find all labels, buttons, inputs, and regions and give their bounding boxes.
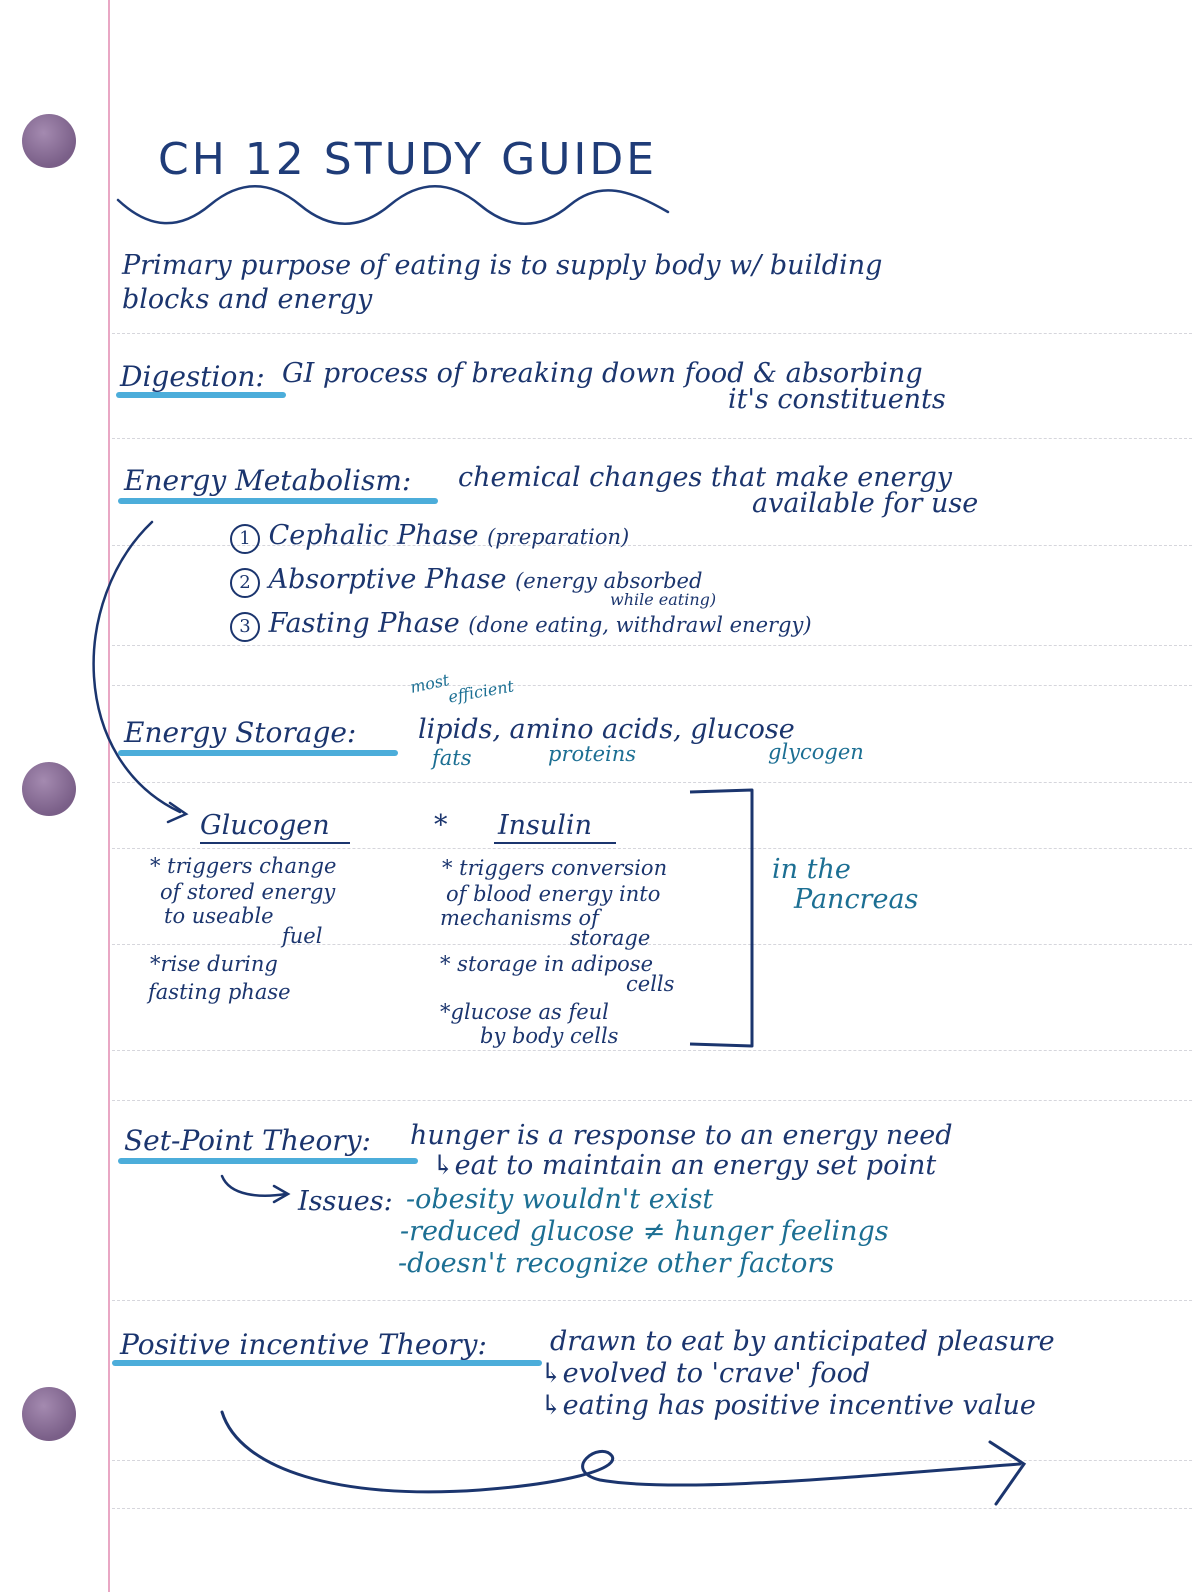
ruled-line bbox=[112, 438, 1192, 439]
highlight-underline bbox=[118, 1158, 418, 1164]
binder-hole bbox=[22, 762, 76, 816]
ruled-line bbox=[112, 1100, 1192, 1101]
ruled-line bbox=[112, 1050, 1192, 1051]
phase-number-circle: 2 bbox=[230, 568, 260, 598]
storage-sub-fats: fats bbox=[432, 746, 472, 770]
ruled-line bbox=[112, 645, 1192, 646]
ruled-line bbox=[112, 848, 1192, 849]
insulin-bullet-2: * storage in adipose bbox=[440, 952, 654, 976]
ruled-line bbox=[112, 782, 1192, 783]
setpoint-issue-1: -obesity wouldn't exist bbox=[406, 1184, 714, 1215]
storage-annotation-efficient: efficient bbox=[446, 676, 516, 707]
page-title: CH 12 STUDY GUIDE bbox=[158, 134, 658, 185]
pancreas-bracket bbox=[690, 790, 752, 1046]
insulin-bullet-1: * triggers conversion bbox=[442, 856, 668, 880]
insulin-bullet-1-cont: of blood energy into bbox=[446, 882, 661, 906]
setpoint-definition-2: ↳eat to maintain an energy set point bbox=[432, 1150, 937, 1181]
glucagon-bullet-1-cont: fuel bbox=[282, 924, 323, 948]
insulin-star: * bbox=[434, 810, 448, 841]
phase-note: (energy absorbed bbox=[515, 569, 703, 593]
term-set-point-theory: Set-Point Theory: bbox=[124, 1124, 371, 1157]
phase-number-circle: 1 bbox=[230, 524, 260, 554]
pancreas-note-2: Pancreas bbox=[794, 884, 919, 915]
ruled-line bbox=[112, 944, 1192, 945]
storage-sub-proteins: proteins bbox=[548, 742, 637, 766]
term-energy-metabolism: Energy Metabolism: bbox=[124, 464, 412, 497]
margin-line bbox=[108, 0, 110, 1592]
binder-hole bbox=[22, 1387, 76, 1441]
setpoint-definition-1: hunger is a response to an energy need bbox=[410, 1120, 953, 1151]
insulin-bullet-2-cont: cells bbox=[626, 972, 675, 996]
incentive-definition-3: ↳eating has positive incentive value bbox=[540, 1390, 1036, 1421]
intro-line-2: blocks and energy bbox=[122, 284, 373, 315]
phase-number-circle: 3 bbox=[230, 612, 260, 642]
glucagon-bullet-1-cont: of stored energy bbox=[160, 880, 336, 904]
metabolism-definition-2: available for use bbox=[752, 488, 979, 519]
issues-hook-arrow bbox=[222, 1176, 286, 1196]
arrowhead bbox=[990, 1442, 1024, 1504]
insulin-bullet-3-cont: by body cells bbox=[480, 1024, 619, 1048]
title-wavy-underline bbox=[118, 186, 668, 224]
intro-line-1: Primary purpose of eating is to supply body w/ building bbox=[122, 250, 883, 281]
phase-name: Cephalic Phase bbox=[268, 520, 479, 551]
incentive-definition-1: drawn to eat by anticipated pleasure bbox=[550, 1326, 1055, 1357]
binder-hole bbox=[22, 114, 76, 168]
setpoint-issue-2: -reduced glucose ≠ hunger feelings bbox=[400, 1216, 889, 1247]
glucagon-bullet-1: * triggers change bbox=[150, 854, 337, 878]
metabolism-definition-1: chemical changes that make energy bbox=[458, 462, 953, 493]
glucagon-bullet-2: *rise during bbox=[150, 952, 278, 976]
glucagon-heading: Glucogen bbox=[200, 810, 330, 841]
term-energy-storage: Energy Storage: bbox=[124, 716, 357, 749]
digestion-definition-1: GI process of breaking down food & absorbing bbox=[282, 358, 923, 389]
incentive-definition-2: ↳evolved to 'crave' food bbox=[540, 1358, 871, 1389]
arrowhead bbox=[168, 803, 186, 822]
insulin-bullet-1-cont: mechanisms of bbox=[440, 906, 599, 930]
phase-note-continued: while eating) bbox=[610, 590, 717, 609]
phase-name: Fasting Phase bbox=[268, 608, 460, 639]
insulin-bullet-3: *glucose as feul bbox=[440, 1000, 609, 1024]
storage-annotation-most: most bbox=[408, 670, 451, 697]
storage-items: lipids, amino acids, glucose bbox=[418, 714, 795, 745]
setpoint-issue-3: -doesn't recognize other factors bbox=[398, 1248, 835, 1279]
phase-note: (preparation) bbox=[487, 525, 630, 549]
ruled-line bbox=[112, 1460, 1192, 1461]
storage-sub-glycogen: glycogen bbox=[768, 740, 864, 764]
curved-arrow-to-glucagon bbox=[94, 522, 180, 812]
term-positive-incentive-theory: Positive incentive Theory: bbox=[120, 1328, 487, 1361]
ruled-line bbox=[112, 1300, 1192, 1301]
bottom-loop-arrow bbox=[222, 1412, 1020, 1492]
ruled-line bbox=[112, 1508, 1192, 1509]
arrowhead bbox=[274, 1186, 288, 1202]
insulin-heading: Insulin bbox=[498, 810, 592, 841]
glucagon-bullet-2-cont: fasting phase bbox=[148, 980, 291, 1004]
phase-3 bbox=[230, 610, 812, 642]
ruled-line bbox=[112, 685, 1192, 686]
digestion-definition-2: it's constituents bbox=[728, 384, 946, 415]
highlight-underline bbox=[118, 498, 438, 504]
phase-name: Absorptive Phase bbox=[268, 564, 507, 595]
insulin-bullet-1-cont: storage bbox=[570, 926, 651, 950]
term-digestion: Digestion: bbox=[120, 360, 265, 393]
glucagon-bullet-1-cont: to useable bbox=[164, 904, 274, 928]
phase-1 bbox=[230, 522, 629, 554]
pancreas-note-1: in the bbox=[772, 854, 851, 885]
highlight-underline bbox=[118, 750, 398, 756]
setpoint-issues-label: Issues: bbox=[298, 1186, 393, 1217]
phase-note: (done eating, withdrawl energy) bbox=[468, 613, 812, 637]
ruled-line bbox=[112, 333, 1192, 334]
